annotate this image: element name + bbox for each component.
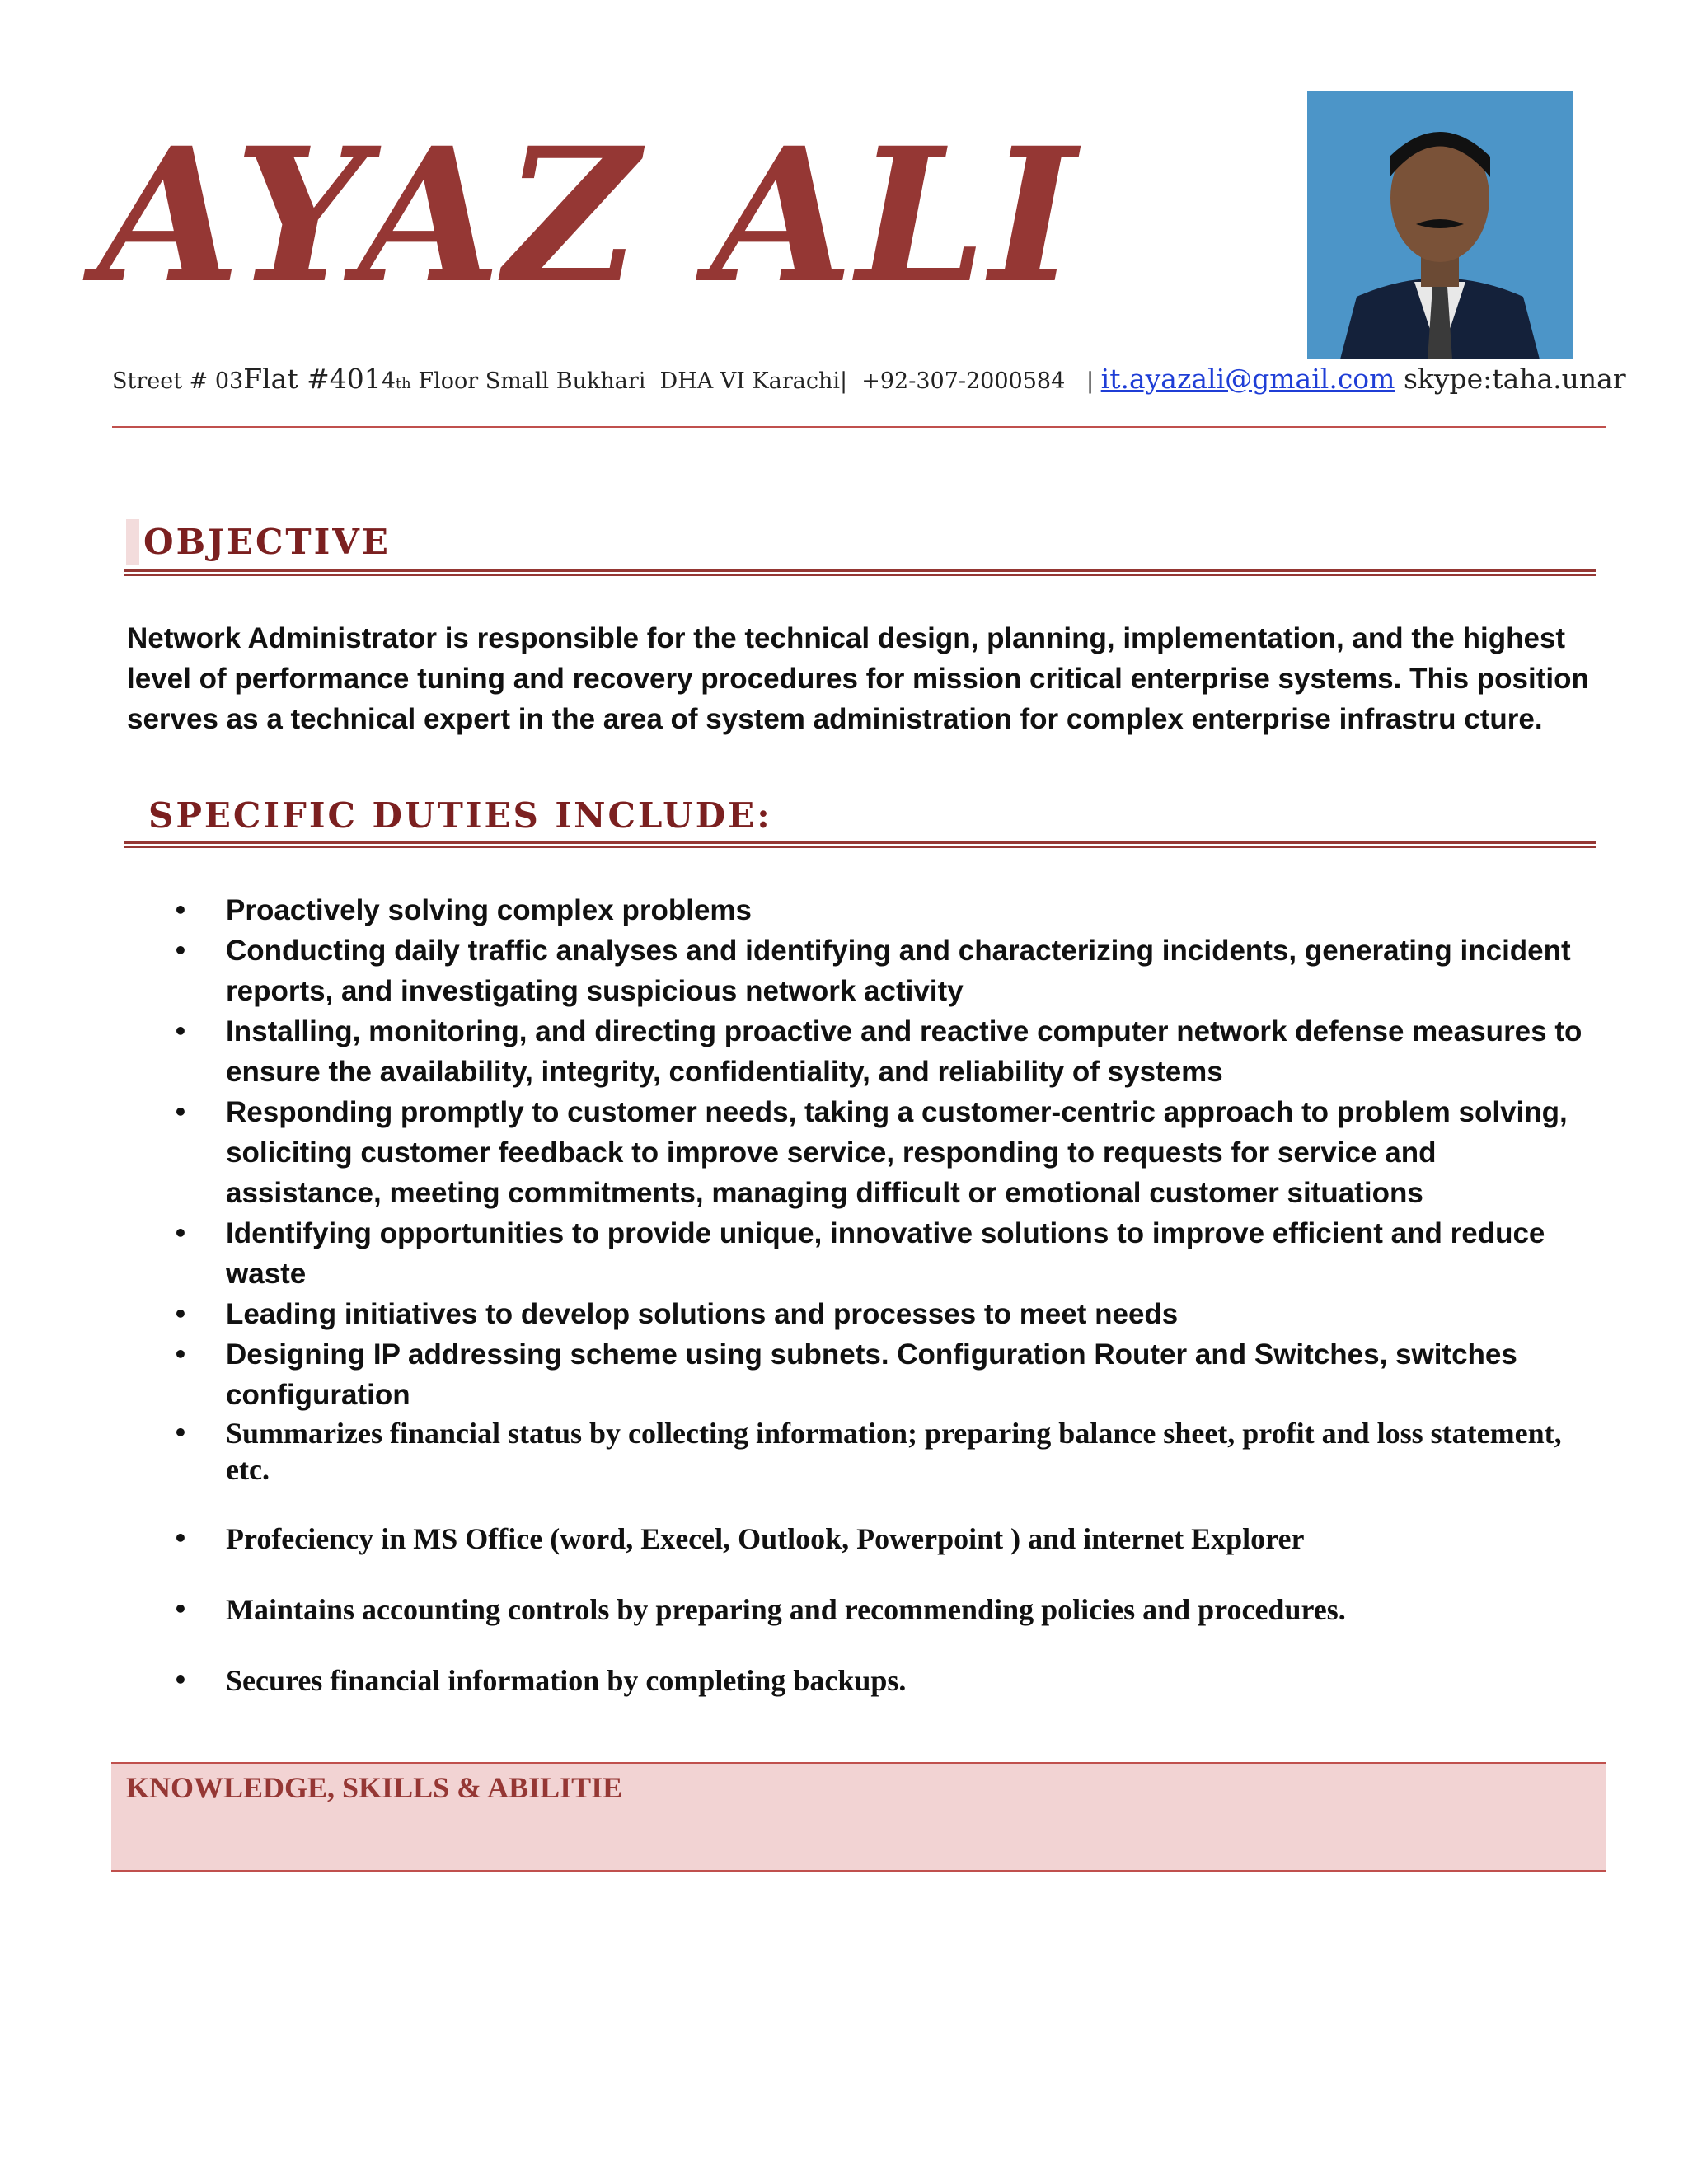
contact-line: Street # 03 Flat #401 4 th Floor Small Bukhari DHA VI Karachi| +92-307-2000584 | it.ayazali@gmail.com skype:taha.unar bbox=[112, 363, 1626, 395]
bullet-icon: • bbox=[173, 1018, 188, 1045]
bullet-icon: • bbox=[173, 1341, 188, 1368]
skills-section bbox=[111, 1762, 1606, 1872]
objective-divider bbox=[124, 569, 1596, 576]
bullet-icon: • bbox=[173, 1419, 188, 1446]
duty-text: Installing, monitoring, and directing proactive and reactive computer network defense measures to ensure the availability, integrity, confidentiality, and reliability of systems bbox=[226, 1015, 1582, 1088]
list-item bbox=[0, 1334, 1594, 1415]
duty-text: Responding promptly to customer needs, taking a customer-centric approach to problem solving, soliciting customer feedback to improve service, responding to requests for service and assistance, meeting commitments, managing difficult or emotional customer situations bbox=[226, 1096, 1568, 1209]
duty-text: Conducting daily traffic analyses and identifying and characterizing incidents, generating incident reports, and investigating suspicious network activity bbox=[226, 935, 1571, 1007]
bullet-icon: • bbox=[173, 937, 188, 964]
bullet-icon: • bbox=[173, 897, 188, 924]
objective-heading: OBJECTIVE bbox=[143, 522, 391, 562]
objective-heading-marker bbox=[126, 519, 139, 565]
skills-heading: KNOWLEDGE, SKILLS & ABILITIE bbox=[126, 1771, 623, 1804]
contact-street: Street # 03 bbox=[112, 368, 244, 394]
bullet-icon: • bbox=[173, 1301, 188, 1328]
list-item bbox=[0, 930, 1594, 1011]
duty-text: Summarizes financial status by collecting information; preparing balance sheet, profit and loss statement, etc. bbox=[226, 1417, 1562, 1486]
candidate-name: AYAZ ALI bbox=[97, 107, 1080, 324]
contact-floor-number: 4 bbox=[381, 368, 396, 394]
contact-address-phone: Floor Small Bukhari DHA VI Karachi| +92-307-2000584 | bbox=[410, 368, 1101, 394]
skype-id: skype:taha.unar bbox=[1395, 363, 1626, 395]
bullet-icon: • bbox=[173, 1596, 188, 1623]
duties-heading: SPECIFIC DUTIES INCLUDE: bbox=[148, 795, 772, 836]
list-item bbox=[0, 1521, 1594, 1557]
duty-text: Maintains accounting controls by preparing and recommending policies and procedures. bbox=[226, 1593, 1346, 1626]
list-item bbox=[0, 1662, 1594, 1699]
list-item bbox=[0, 1011, 1594, 1092]
duties-divider bbox=[124, 841, 1596, 848]
email-link[interactable]: it.ayazali@gmail.com bbox=[1100, 363, 1395, 395]
duty-text: Leading initiatives to develop solutions and processes to meet needs bbox=[226, 1298, 1179, 1330]
duties-list bbox=[0, 890, 1688, 1699]
list-item bbox=[0, 1294, 1594, 1334]
list-item bbox=[0, 1415, 1594, 1488]
duty-text: Designing IP addressing scheme using subnets. Configuration Router and Switches, switches configuration bbox=[226, 1338, 1517, 1411]
list-item bbox=[0, 1092, 1594, 1213]
bullet-icon: • bbox=[173, 1099, 188, 1126]
bullet-icon: • bbox=[173, 1220, 188, 1247]
duty-text: Profeciency in MS Office (word, Execel, Outlook, Powerpoint ) and internet Explorer bbox=[226, 1522, 1305, 1555]
contact-flat: Flat #401 bbox=[243, 363, 382, 395]
objective-text: Network Administrator is responsible for the technical design, planning, implementation, and the highest level of performance tuning and recovery procedures for mission critical enterprise systems. This position serves as a technical expert in the area of system administration for complex enterprise infrastru cture. bbox=[127, 622, 1589, 735]
bullet-icon: • bbox=[173, 1666, 188, 1694]
list-item bbox=[0, 890, 1594, 930]
list-item bbox=[0, 1213, 1594, 1294]
duty-text: Proactively solving complex problems bbox=[226, 894, 752, 926]
header-divider bbox=[112, 426, 1606, 428]
duty-text: Secures financial information by completing backups. bbox=[226, 1664, 907, 1697]
profile-photo bbox=[1307, 91, 1573, 359]
duty-text: Identifying opportunities to provide unique, innovative solutions to improve efficient and reduce waste bbox=[226, 1217, 1545, 1290]
list-item bbox=[0, 1591, 1594, 1628]
bullet-icon: • bbox=[173, 1525, 188, 1552]
